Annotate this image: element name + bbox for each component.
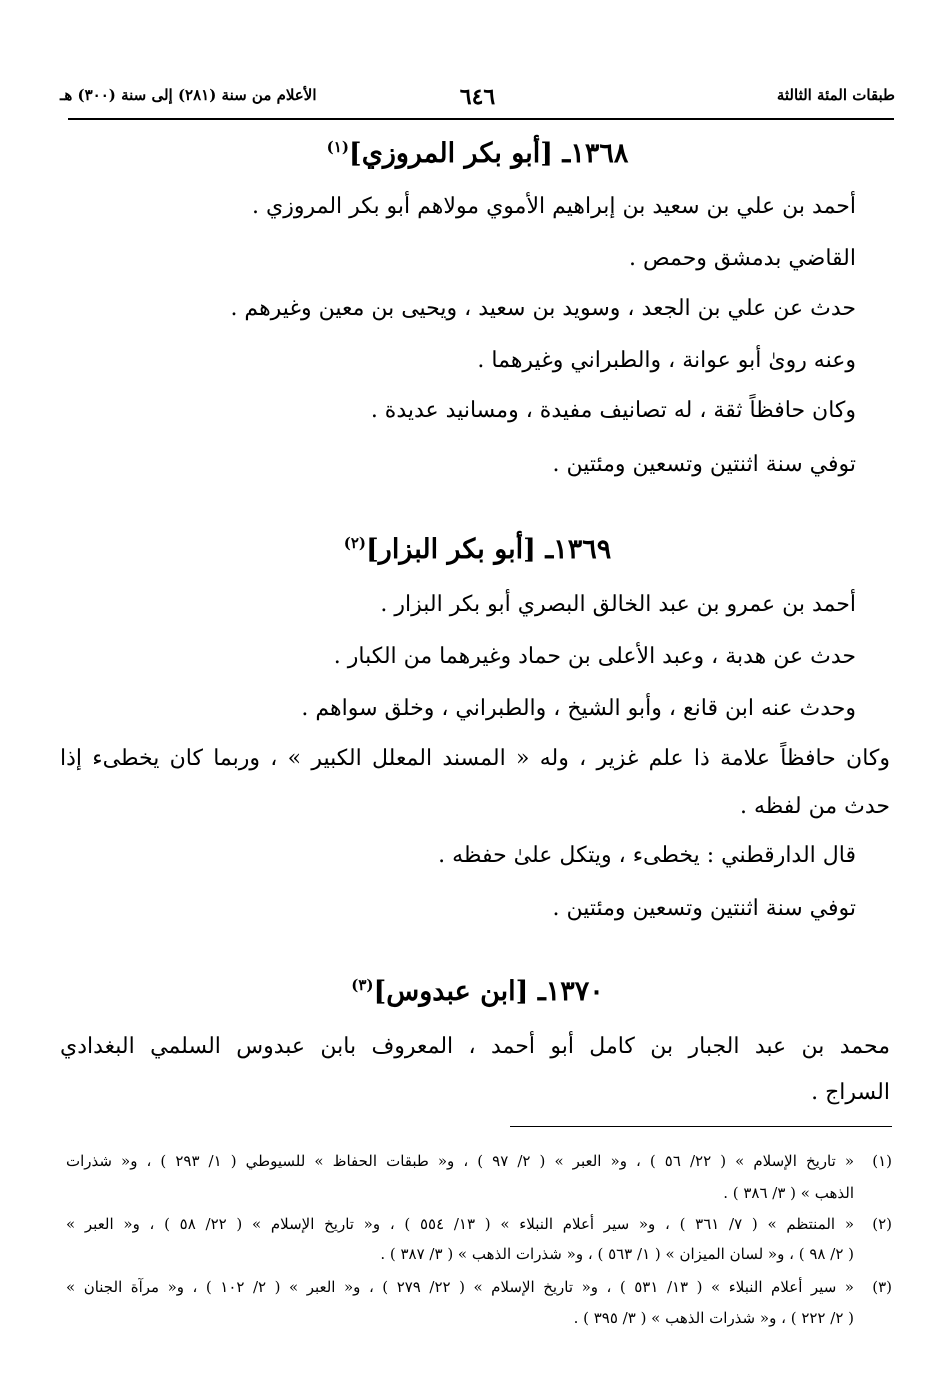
- entry-line: وكان حافظاً علامة ذا علم غزير ، وله « المسند المعلل الكبير » ، وربما كان يخطىء إذا: [60, 746, 890, 771]
- header-year-range: الأعلام من سنة (٢٨١) إلى سنة (٣٠٠) هـ: [60, 86, 317, 104]
- entry-line: توفي سنة اثنتين وتسعين ومئتين .: [552, 452, 856, 477]
- page-number: ٦٤٦: [459, 84, 496, 110]
- entry-line: وعنه روىٰ أبو عوانة ، والطبراني وغيرهما .: [477, 348, 856, 373]
- footnote-line: ( ٢/ ٩٨ ) ، و« لسان الميزان » ( ١/ ٥٦٣ ) ، و« شذرات الذهب » ( ٣/ ٣٨٧ ) .: [380, 1245, 854, 1263]
- entry-line: حدث عن علي بن الجعد ، وسويد بن سعيد ، ويحيى بن معين وغيرهم .: [230, 296, 856, 321]
- footnote-ref: (٢): [343, 534, 366, 552]
- entry-line: القاضي بدمشق وحمص .: [629, 246, 856, 271]
- footnote-line: « تاريخ الإسلام » ( ٢٢/ ٥٦ ) ، و« العبر » ( ٢/ ٩٧ ) ، و« طبقات الحفاظ » للسيوطي ( ١/ ٢٩٣ ) ، و« شذرات: [66, 1152, 855, 1170]
- entry-line: السراج .: [811, 1080, 890, 1105]
- footnote-divider: [510, 1126, 892, 1127]
- entry-line: قال الدارقطني : يخطىء ، ويتكل علىٰ حفظه .: [438, 843, 856, 868]
- entry-title: ١٣٧٠ـ [ابن عبدوس]: [373, 976, 604, 1007]
- header-divider: [68, 118, 894, 120]
- entry-heading: [60, 976, 895, 1007]
- footnote-ref: (١): [326, 138, 349, 156]
- entry-line: محمد بن عبد الجبار بن كامل أبو أحمد ، المعروف بابن عبدوس السلمي البغدادي: [60, 1034, 890, 1059]
- footnote-number: (٣): [872, 1278, 892, 1296]
- footnote-number: (١): [872, 1152, 892, 1170]
- entry-line: حدث عن هدبة ، وعبد الأعلى بن حماد وغيرهما من الكبار .: [333, 644, 856, 669]
- footnote-number: (٢): [872, 1215, 892, 1233]
- entry-title: ١٣٦٩ـ [أبو بكر البزار]: [366, 534, 612, 565]
- footnote-line: « المنتظم » ( ٧/ ٣٦١ ) ، و« سير أعلام النبلاء » ( ١٣/ ٥٥٤ ) ، و« تاريخ الإسلام » ( ٢٢/ ٥٨ ) ، و« العبر »: [66, 1215, 854, 1233]
- footnote-line: الذهب » ( ٣/ ٣٨٦ ) .: [723, 1184, 854, 1202]
- entry-line: وحدث عنه ابن قانع ، وأبو الشيخ ، والطبراني ، وخلق سواهم .: [301, 696, 856, 721]
- running-header: [60, 86, 895, 116]
- entry-line: أحمد بن علي بن سعيد بن إبراهيم الأموي مولاهم أبو بكر المروزي .: [252, 194, 856, 219]
- header-book-section: طبقات المئة الثالثة: [776, 86, 895, 104]
- footnote-line: « سير أعلام النبلاء » ( ١٣/ ٥٣١ ) ، و« تاريخ الإسلام » ( ٢٢/ ٢٧٩ ) ، و« العبر » ( ٢/ ١٠٢ ) ، و« مرآة الجنان »: [66, 1278, 854, 1296]
- footnote-line: ( ٢/ ٢٢٢ ) ، و« شذرات الذهب » ( ٣/ ٣٩٥ ) .: [573, 1309, 854, 1327]
- entry-line: حدث من لفظه .: [739, 794, 890, 819]
- footnote-ref: (٣): [351, 976, 374, 994]
- entry-line: أحمد بن عمرو بن عبد الخالق البصري أبو بكر البزار .: [380, 592, 856, 617]
- entry-title: ١٣٦٨ـ [أبو بكر المروزي]: [348, 138, 629, 169]
- entry-line: توفي سنة اثنتين وتسعين ومئتين .: [552, 896, 856, 921]
- entry-heading: [60, 138, 895, 169]
- entry-heading: [60, 534, 895, 565]
- entry-line: وكان حافظاً ثقة ، له تصانيف مفيدة ، ومسانيد عديدة .: [370, 398, 856, 423]
